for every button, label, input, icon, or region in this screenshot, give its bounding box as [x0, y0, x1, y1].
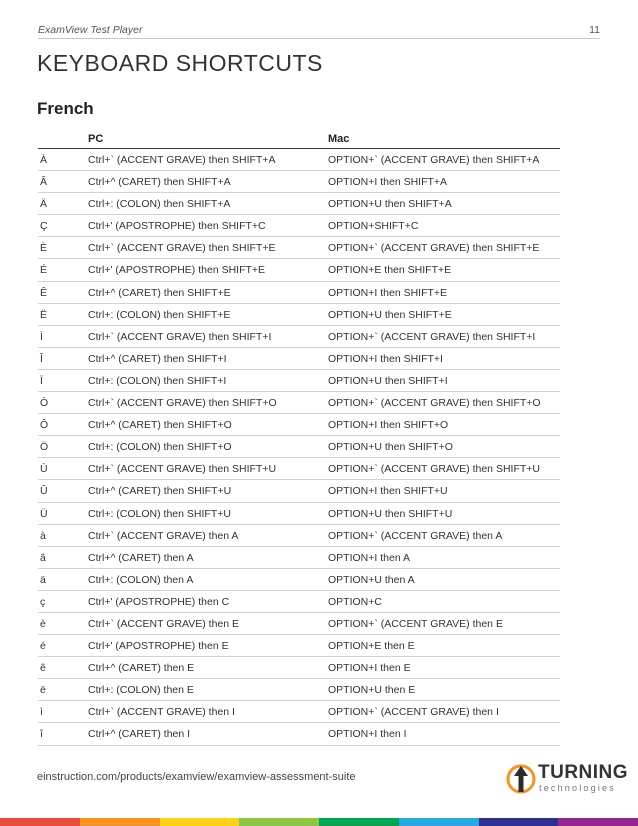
row-character: È — [40, 242, 48, 255]
row-mac-shortcut: OPTION+I then SHIFT+I — [328, 352, 443, 365]
row-character: ç — [40, 595, 46, 608]
row-mac-shortcut: OPTION+U then SHIFT+A — [328, 198, 452, 211]
table-row — [38, 414, 560, 436]
row-pc-shortcut: Ctrl+: (COLON) then E — [88, 684, 194, 697]
row-pc-shortcut: Ctrl+^ (CARET) then SHIFT+A — [88, 176, 231, 189]
row-pc-shortcut: Ctrl+' (APOSTROPHE) then SHIFT+C — [88, 220, 266, 233]
row-character: Û — [40, 485, 48, 498]
footer-link[interactable]: einstruction.com/products/examview/examview-assessment-suite — [37, 771, 356, 783]
color-bar-segment — [160, 818, 240, 826]
row-mac-shortcut: OPTION+` (ACCENT GRAVE) then E — [328, 617, 503, 630]
table-row — [38, 149, 560, 171]
row-pc-shortcut: Ctrl+` (ACCENT GRAVE) then SHIFT+U — [88, 463, 277, 476]
row-character: à — [40, 529, 46, 542]
turning-logo — [506, 762, 629, 796]
row-mac-shortcut: OPTION+U then A — [328, 573, 415, 586]
row-pc-shortcut: Ctrl+` (ACCENT GRAVE) then E — [88, 617, 240, 630]
row-mac-shortcut: OPTION+I then I — [328, 728, 407, 741]
row-mac-shortcut: OPTION+I then E — [328, 662, 411, 675]
row-character: Ê — [40, 286, 48, 299]
column-header-pc: PC — [88, 133, 104, 145]
row-character: Ò — [40, 397, 49, 410]
row-mac-shortcut: OPTION+` (ACCENT GRAVE) then I — [328, 706, 499, 719]
row-mac-shortcut: OPTION+` (ACCENT GRAVE) then SHIFT+I — [328, 330, 536, 343]
row-character: ä — [40, 573, 46, 586]
turning-logo-icon — [506, 762, 536, 796]
color-bar-segment — [239, 818, 319, 826]
row-character: É — [40, 264, 48, 277]
color-bar-segment — [399, 818, 479, 826]
row-mac-shortcut: OPTION+U then SHIFT+U — [328, 507, 453, 520]
row-mac-shortcut: OPTION+` (ACCENT GRAVE) then SHIFT+U — [328, 463, 540, 476]
row-mac-shortcut: OPTION+` (ACCENT GRAVE) then SHIFT+A — [328, 154, 540, 166]
row-pc-shortcut: Ctrl+: (COLON) then A — [88, 573, 194, 586]
table-row — [38, 635, 560, 657]
row-character: é — [40, 640, 46, 653]
row-pc-shortcut: Ctrl+' (APOSTROPHE) then SHIFT+E — [88, 264, 266, 277]
row-mac-shortcut: OPTION+I then SHIFT+E — [328, 286, 448, 299]
row-mac-shortcut: OPTION+U then E — [328, 684, 416, 697]
page-header — [38, 24, 600, 39]
color-bar-segment — [558, 818, 638, 826]
table-header — [38, 131, 560, 149]
color-bar-segment — [319, 818, 399, 826]
row-character: â — [40, 551, 46, 564]
row-character: Ö — [40, 441, 49, 454]
table-row — [38, 215, 560, 237]
row-pc-shortcut: Ctrl+` (ACCENT GRAVE) then SHIFT+I — [88, 330, 272, 343]
section-title: French — [37, 99, 94, 118]
table-row — [38, 304, 560, 326]
table-row — [38, 237, 560, 259]
row-character: Ù — [40, 463, 48, 476]
color-bar-segment — [0, 818, 80, 826]
row-character: Ç — [40, 220, 48, 233]
row-pc-shortcut: Ctrl+^ (CARET) then SHIFT+O — [88, 419, 232, 432]
table-row — [38, 259, 560, 281]
table-row — [38, 282, 560, 304]
row-pc-shortcut: Ctrl+: (COLON) then SHIFT+O — [88, 441, 232, 454]
row-character: Ä — [40, 198, 48, 211]
row-character: î — [40, 728, 43, 741]
table-row — [38, 723, 560, 745]
row-pc-shortcut: Ctrl+: (COLON) then SHIFT+U — [88, 507, 231, 520]
header-title: ExamView Test Player — [38, 24, 143, 36]
row-pc-shortcut: Ctrl+^ (CARET) then SHIFT+I — [88, 352, 227, 365]
row-pc-shortcut: Ctrl+` (ACCENT GRAVE) then SHIFT+A — [88, 154, 276, 166]
row-mac-shortcut: OPTION+E then E — [328, 640, 415, 653]
row-pc-shortcut: Ctrl+' (APOSTROPHE) then E — [88, 640, 229, 653]
row-pc-shortcut: Ctrl+^ (CARET) then A — [88, 551, 194, 564]
row-character: Ï — [40, 374, 43, 387]
row-mac-shortcut: OPTION+` (ACCENT GRAVE) then A — [328, 529, 503, 542]
table-row — [38, 171, 560, 193]
row-mac-shortcut: OPTION+E then SHIFT+E — [328, 264, 452, 277]
table-row — [38, 480, 560, 502]
row-pc-shortcut: Ctrl+' (APOSTROPHE) then C — [88, 595, 230, 608]
table-row — [38, 679, 560, 701]
table-row — [38, 436, 560, 458]
table-row — [38, 613, 560, 635]
row-mac-shortcut: OPTION+` (ACCENT GRAVE) then SHIFT+O — [328, 397, 541, 410]
row-mac-shortcut: OPTION+` (ACCENT GRAVE) then SHIFT+E — [328, 242, 540, 255]
column-header-mac: Mac — [328, 133, 350, 145]
shortcut-table — [38, 148, 560, 746]
row-mac-shortcut: OPTION+C — [328, 595, 382, 608]
table-row — [38, 458, 560, 480]
row-character: Ü — [40, 507, 48, 520]
row-character: À — [40, 154, 48, 166]
row-character: Ô — [40, 419, 49, 432]
row-mac-shortcut: OPTION+I then SHIFT+U — [328, 485, 448, 498]
row-pc-shortcut: Ctrl+^ (CARET) then SHIFT+U — [88, 485, 232, 498]
logo-brand: TURNING — [538, 762, 629, 783]
row-mac-shortcut: OPTION+U then SHIFT+I — [328, 374, 448, 387]
row-pc-shortcut: Ctrl+` (ACCENT GRAVE) then SHIFT+E — [88, 242, 276, 255]
row-pc-shortcut: Ctrl+: (COLON) then SHIFT+E — [88, 308, 231, 321]
row-character: Î — [40, 352, 43, 365]
page-title: KEYBOARD SHORTCUTS — [37, 50, 323, 76]
table-row — [38, 657, 560, 679]
table-row — [38, 503, 560, 525]
table-row — [38, 569, 560, 591]
row-pc-shortcut: Ctrl+^ (CARET) then I — [88, 728, 191, 741]
row-character: ë — [40, 684, 46, 697]
table-row — [38, 525, 560, 547]
logo-subtitle: technologies — [539, 783, 616, 793]
row-character: Ë — [40, 308, 48, 321]
table-row — [38, 348, 560, 370]
row-pc-shortcut: Ctrl+` (ACCENT GRAVE) then SHIFT+O — [88, 397, 277, 410]
row-mac-shortcut: OPTION+I then SHIFT+A — [328, 176, 448, 189]
table-row — [38, 591, 560, 613]
footer-color-bar — [0, 818, 638, 826]
row-character: è — [40, 617, 46, 630]
table-row — [38, 392, 560, 414]
table-row — [38, 701, 560, 723]
row-mac-shortcut: OPTION+I then SHIFT+O — [328, 419, 449, 432]
row-mac-shortcut: OPTION+U then SHIFT+E — [328, 308, 452, 321]
row-character: ì — [40, 706, 43, 719]
color-bar-segment — [80, 818, 160, 826]
table-row — [38, 193, 560, 215]
row-pc-shortcut: Ctrl+` (ACCENT GRAVE) then I — [88, 706, 235, 719]
row-character: Ì — [40, 330, 43, 343]
row-pc-shortcut: Ctrl+^ (CARET) then E — [88, 662, 195, 675]
row-character: Â — [40, 176, 48, 189]
row-character: ê — [40, 662, 46, 675]
row-mac-shortcut: OPTION+U then SHIFT+O — [328, 441, 453, 454]
table-row — [38, 326, 560, 348]
row-mac-shortcut: OPTION+I then A — [328, 551, 410, 564]
row-pc-shortcut: Ctrl+: (COLON) then SHIFT+I — [88, 374, 227, 387]
row-pc-shortcut: Ctrl+^ (CARET) then SHIFT+E — [88, 286, 231, 299]
page-number: 11 — [589, 24, 600, 36]
table-row — [38, 370, 560, 392]
row-pc-shortcut: Ctrl+` (ACCENT GRAVE) then A — [88, 529, 239, 542]
table-row — [38, 547, 560, 569]
color-bar-segment — [479, 818, 559, 826]
row-pc-shortcut: Ctrl+: (COLON) then SHIFT+A — [88, 198, 231, 211]
row-mac-shortcut: OPTION+SHIFT+C — [328, 220, 419, 233]
